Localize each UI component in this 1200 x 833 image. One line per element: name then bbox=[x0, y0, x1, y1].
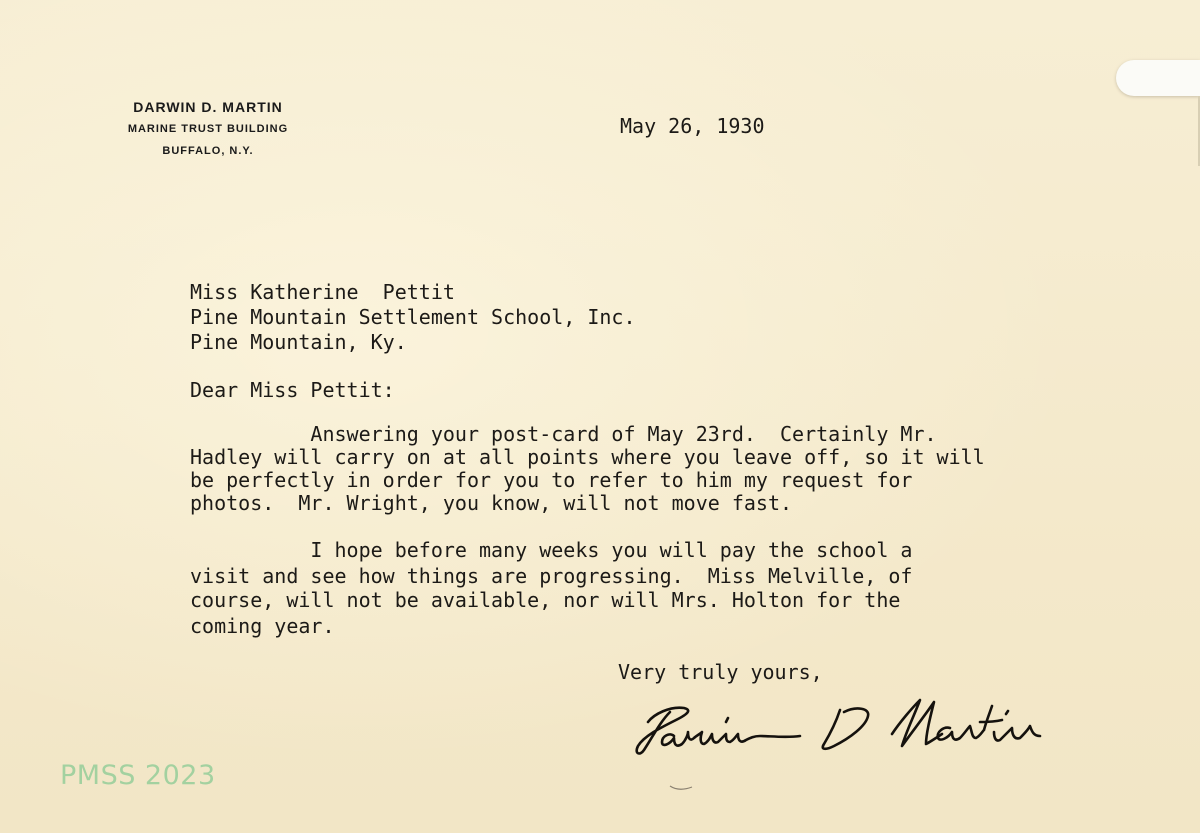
body-line: Hadley will carry on at all points where you leave off, so it will bbox=[190, 445, 985, 469]
body-line: photos. Mr. Wright, you know, will not move fast. bbox=[190, 491, 793, 515]
recipient-organization: Pine Mountain Settlement School, Inc. bbox=[190, 305, 636, 329]
watermark: PMSS 2023 bbox=[60, 760, 216, 791]
salutation: Dear Miss Pettit: bbox=[190, 378, 395, 402]
closing: Very truly yours, bbox=[618, 660, 823, 684]
body-line: be perfectly in order for you to refer to him my request for bbox=[190, 468, 913, 492]
letterhead-building: MARINE TRUST BUILDING bbox=[127, 123, 289, 135]
handwritten-signature bbox=[630, 692, 1080, 764]
letterhead bbox=[92, 96, 324, 162]
body-line: I hope before many weeks you will pay the school a bbox=[190, 538, 913, 562]
recipient-location: Pine Mountain, Ky. bbox=[190, 330, 407, 354]
letter-date: May 26, 1930 bbox=[620, 114, 765, 138]
paper-tab bbox=[1116, 60, 1200, 96]
recipient-name: Miss Katherine Pettit bbox=[190, 280, 455, 304]
body-line: coming year. bbox=[190, 614, 335, 638]
body-line: Answering your post-card of May 23rd. Certainly Mr. bbox=[190, 422, 937, 446]
body-line: course, will not be available, nor will Mrs. Holton for the bbox=[190, 588, 901, 612]
letterhead-name: DARWIN D. MARTIN bbox=[133, 99, 283, 115]
letterhead-city: BUFFALO, N.Y. bbox=[162, 145, 254, 157]
body-line: visit and see how things are progressing. Miss Melville, of bbox=[190, 564, 913, 588]
paper-mark bbox=[668, 782, 694, 792]
